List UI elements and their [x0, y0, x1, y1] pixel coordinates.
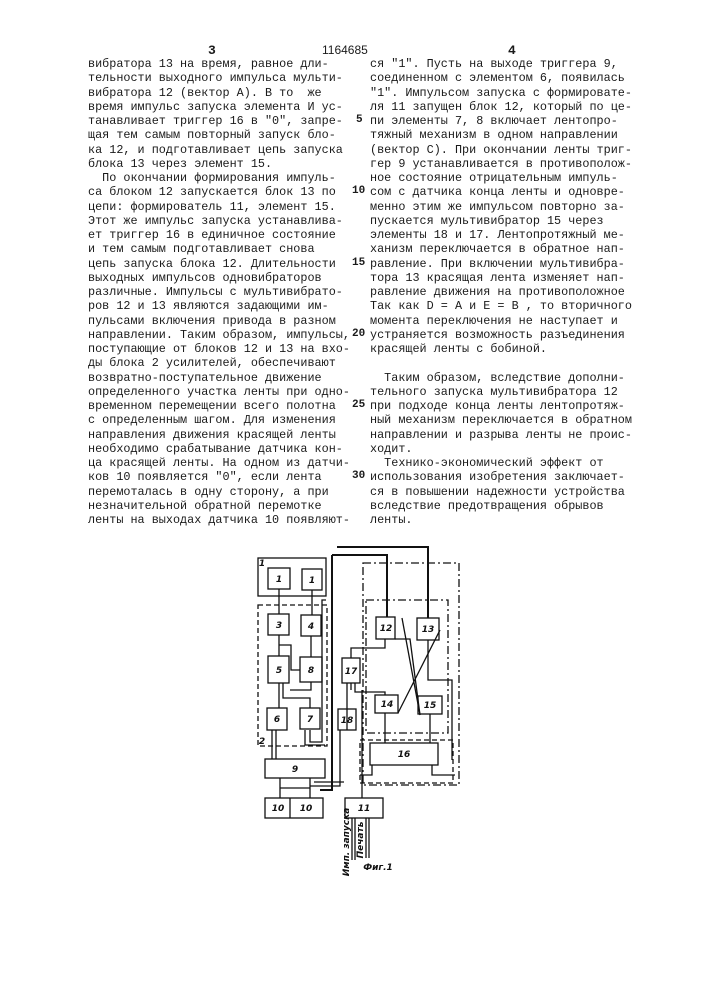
text-line: сом с датчика конца ленты и одновре-: [370, 185, 632, 199]
line-number: 10: [352, 185, 365, 197]
text-line: ка 12, и подготавливает цепь запуска: [88, 143, 350, 157]
block-label: 8: [308, 666, 314, 676]
block-label: 17: [345, 667, 358, 677]
text-line: и тем самым подготавливает снова: [88, 242, 350, 256]
text-line: цепи: формирователь 11, элемент 15.: [88, 200, 350, 214]
block-label: 16: [398, 750, 411, 760]
text-line: тельного запуска мультивибратора 12: [370, 385, 632, 399]
text-line: определенного участка ленты при одно-: [88, 385, 350, 399]
text-line: щая тем самым повторный запуск бло-: [88, 128, 350, 142]
text-line: ров 12 и 13 являются задающими им-: [88, 299, 350, 313]
text-line: возвратно-поступательное движение: [88, 371, 350, 385]
block-label: 18: [341, 716, 354, 726]
text-line: поступающие от блоков 12 и 13 на вхо-: [88, 342, 350, 356]
text-line: гер 9 устанавливается в противополож-: [370, 157, 632, 171]
line-number: 30: [352, 470, 365, 482]
text-line: Так как D = A и E = B , то вторичного: [370, 299, 632, 313]
text-line: "1". Импульсом запуска с формировате-: [370, 86, 632, 100]
text-line: временном перемещении всего полотна: [88, 399, 350, 413]
text-line: направлении. Таким образом, импульсы,: [88, 328, 350, 342]
text-line: (вектор C). При окончании ленты триг-: [370, 143, 632, 157]
trigger-group-box: [360, 740, 453, 783]
page-number-right: 4: [508, 43, 516, 58]
text-line: тельности выходного импульса мульти-: [88, 71, 350, 85]
block-label: 5: [276, 666, 282, 676]
text-line: танавливает триггер 16 в "0", запре-: [88, 114, 350, 128]
text-line: время импульс запуска элемента И ус-: [88, 100, 350, 114]
block-label: 7: [307, 715, 314, 725]
block-label: 12: [380, 624, 393, 634]
text-line: использования изобретения заключает-: [370, 470, 632, 484]
text-line: ет триггер 16 в единичное состояние: [88, 228, 350, 242]
text-line: ленты.: [370, 513, 632, 527]
text-line: необходимо срабатывание датчика кон-: [88, 442, 350, 456]
text-line: менно этим же импульсом повторно за-: [370, 200, 632, 214]
text-line: перемоталась в одну сторону, а при: [88, 485, 350, 499]
page-number-left: 3: [208, 43, 216, 58]
text-line: устраняется возможность разъединения: [370, 328, 632, 342]
text-line: различные. Импульсы с мультивибрато-: [88, 285, 350, 299]
input-label: Печать: [356, 821, 366, 858]
line-number: 5: [356, 114, 363, 126]
figure-1-block-diagram: [0, 0, 707, 1000]
text-line: красящей ленты с бобиной.: [370, 342, 632, 356]
patent-number: 1164685: [322, 43, 368, 57]
control-group-outer: [363, 563, 459, 785]
text-line: ханизм переключается в обратное нап-: [370, 242, 632, 256]
group-label: 2: [259, 737, 265, 747]
text-line: пульсами включения привода в разном: [88, 314, 350, 328]
text-line: выходных импульсов одновибраторов: [88, 271, 350, 285]
text-line: Таким образом, вследствие дополни-: [370, 371, 632, 385]
text-line: элементы 18 и 17. Лентопротяжный ме-: [370, 228, 632, 242]
block-label: 1: [276, 575, 282, 585]
figure-labels: [259, 559, 436, 876]
block-label: 1: [309, 576, 315, 586]
text-line: Этот же импульс запуска устанавлива-: [88, 214, 350, 228]
text-line: при подходе конца ленты лентопротяж-: [370, 399, 632, 413]
text-line: вследствие предотвращения обрывов: [370, 499, 632, 513]
input-label: Имп. запуска: [342, 808, 352, 877]
text-line: цепь запуска блока 12. Длительности: [88, 257, 350, 271]
text-line: ходит.: [370, 442, 632, 456]
text-line: Технико-экономический эффект от: [370, 456, 632, 470]
text-line: ное состояние отрицательным импуль-: [370, 171, 632, 185]
line-number: 20: [352, 328, 365, 340]
text-line: пускается мультивибратор 15 через: [370, 214, 632, 228]
text-line: ный механизм переключается в обратном: [370, 413, 632, 427]
text-line: ков 10 появляется "0", если лента: [88, 470, 350, 484]
block-label: 13: [422, 625, 435, 635]
block-label: 10: [272, 804, 285, 814]
block-label: 6: [274, 715, 280, 725]
text-line: тяжный механизм в одном направлении: [370, 128, 632, 142]
text-line: вибратора 12 (вектор A). В то же: [88, 86, 350, 100]
block-label: 3: [276, 621, 282, 631]
text-line: ся "1". Пусть на выходе триггера 9,: [370, 57, 632, 71]
block-label: 11: [358, 804, 371, 814]
block-label: 9: [292, 765, 298, 775]
text-line: направлении и разрыва ленты не проис-: [370, 428, 632, 442]
text-line: с определенным шагом. Для изменения: [88, 413, 350, 427]
block-label: 15: [424, 701, 437, 711]
text-line: пи элементы 7, 8 включает лентопро-: [370, 114, 632, 128]
text-line: блока 13 через элемент 15.: [88, 157, 350, 171]
text-line: са блоком 12 запускается блок 13 по: [88, 185, 350, 199]
line-number: 25: [352, 399, 365, 411]
text-line: По окончании формирования импуль-: [88, 171, 350, 185]
block-label: 4: [307, 622, 314, 632]
text-line: момента переключения не наступает и: [370, 314, 632, 328]
text-line: соединенном с элементом 6, появилась: [370, 71, 632, 85]
text-line: равление. При включении мультивибра-: [370, 257, 632, 271]
text-line: направления движения красящей ленты: [88, 428, 350, 442]
text-line: ды блока 2 усилителей, обеспечивают: [88, 356, 350, 370]
text-line: вибратора 13 на время, равное дли-: [88, 57, 350, 71]
block-label: 14: [381, 700, 394, 710]
text-line: ца красящей ленты. На одном из датчи-: [88, 456, 350, 470]
text-line: ленты на выходах датчика 10 появляют-: [88, 513, 350, 527]
text-line: тора 13 красящая лента изменяет нап-: [370, 271, 632, 285]
text-line: незначительной обратной перемотке: [88, 499, 350, 513]
text-line: ся в повышении надежности устройства: [370, 485, 632, 499]
group-label: 1: [259, 559, 265, 569]
block-label: 10: [300, 804, 313, 814]
line-number: 15: [352, 257, 365, 269]
text-line: равление движения на противоположное: [370, 285, 632, 299]
figure-caption: Фиг.1: [363, 863, 393, 873]
text-line: ля 11 запущен блок 12, который по це-: [370, 100, 632, 114]
